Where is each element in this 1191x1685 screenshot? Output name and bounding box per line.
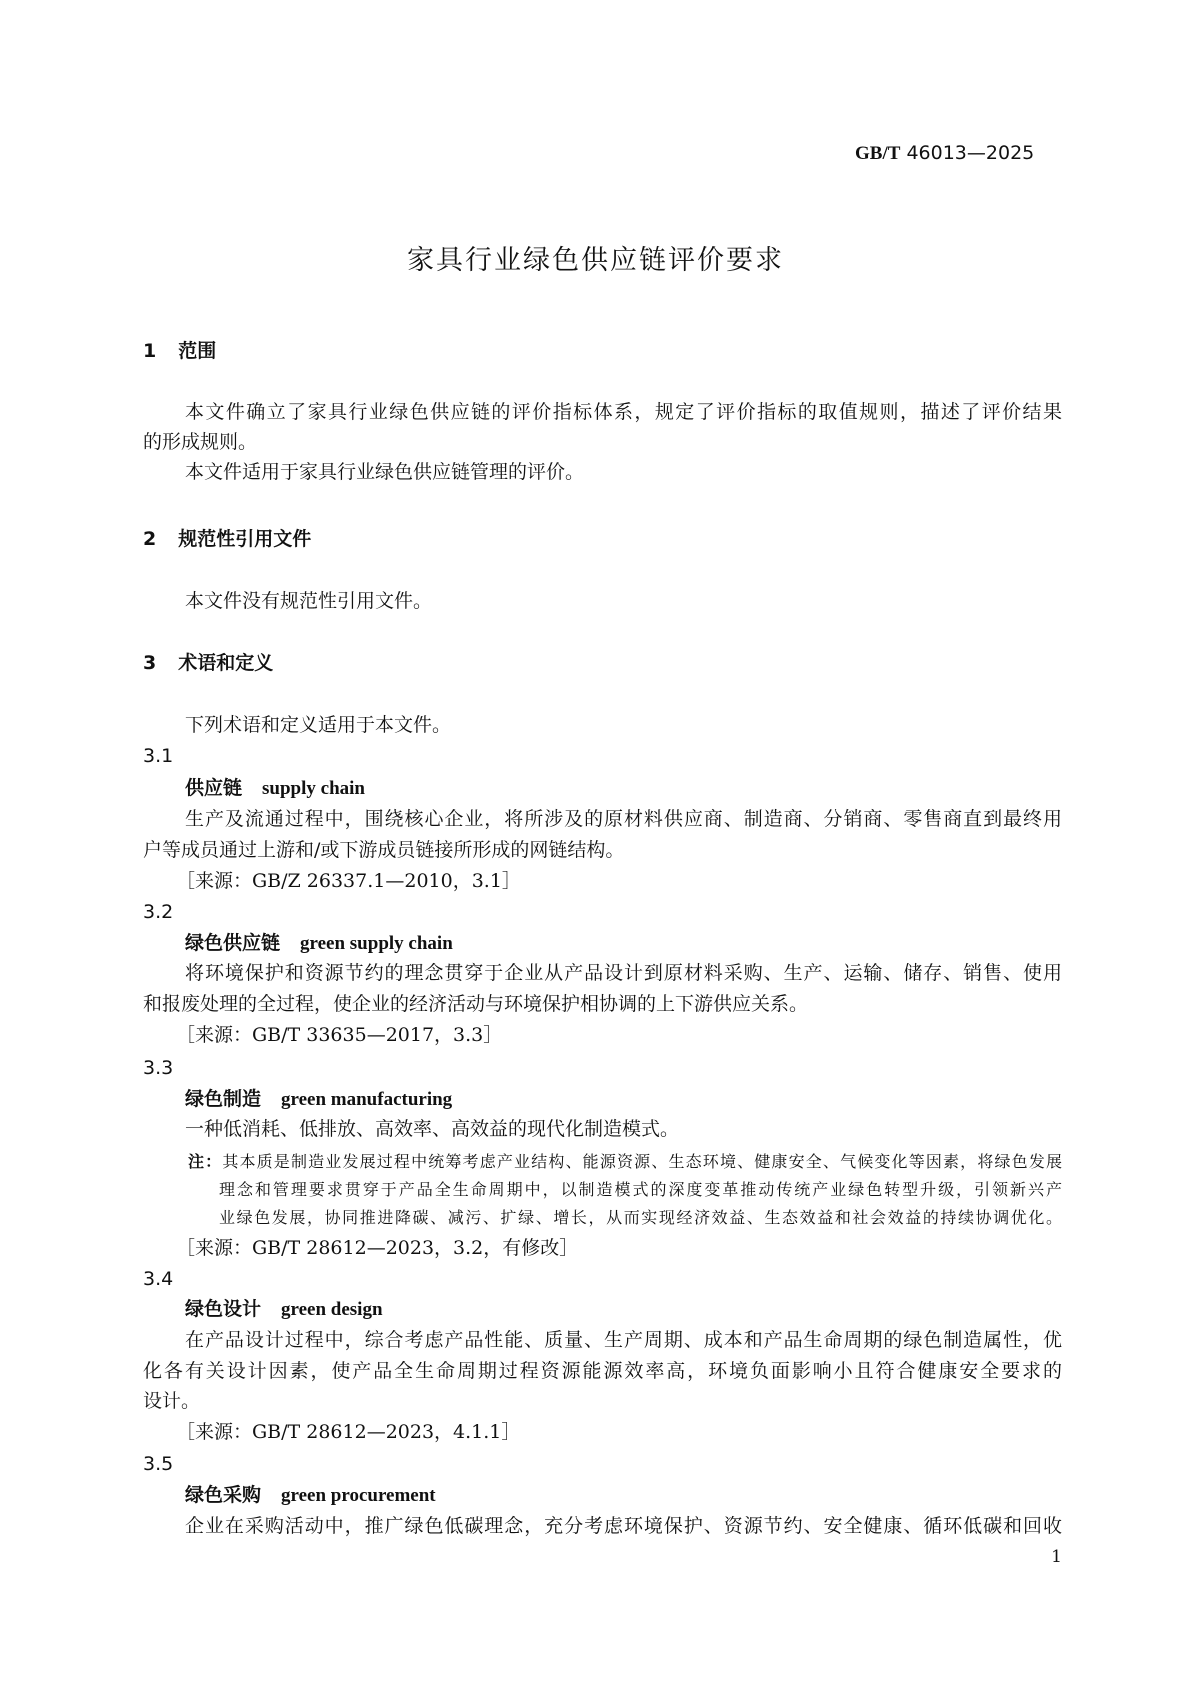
term-en: green manufacturing [281, 1089, 453, 1110]
page-title: 家具行业绿色供应链评价要求 [407, 245, 784, 276]
code-number: 46013—2025 [906, 142, 1035, 164]
section-number: 2 [143, 528, 157, 550]
paragraph-line: 本文件没有规范性引用文件。 [185, 590, 433, 612]
term-heading [185, 1088, 452, 1110]
page-number: 1 [1051, 1547, 1062, 1567]
section-title: 术语和定义 [178, 652, 274, 674]
definition-line: 和报废处理的全过程，使企业的经济活动与环境保护相协调的上下游供应关系。 [143, 993, 809, 1015]
note-line: 业绿色发展，协同推进降碳、减污、扩绿、增长，从而实现经济效益、生态效益和社会效益的持续协调优化。 [219, 1208, 1062, 1227]
term-number: 3.4 [143, 1268, 174, 1290]
term-source: ［来源：GB/T 28612—2023，3.2，有修改］ [176, 1237, 579, 1259]
section-title: 规范性引用文件 [178, 528, 312, 550]
definition-line: 在产品设计过程中，综合考虑产品性能、质量、生产周期、成本和产品生命周期的绿色制造属性，优 [185, 1329, 1062, 1351]
definition-line: 化各有关设计因素，使产品全生命周期过程资源能源效率高，环境负面影响小且符合健康安全要求的 [143, 1360, 1062, 1382]
section-number: 3 [143, 652, 157, 674]
term-zh: 绿色制造 [185, 1088, 262, 1110]
note-text: 其本质是制造业发展过程中统筹考虑产业结构、能源资源、生态环境、健康安全、气候变化等因素，将绿色发展 [222, 1152, 1062, 1171]
term-zh: 绿色采购 [185, 1484, 262, 1506]
term-number: 3.2 [143, 901, 174, 923]
term-heading [185, 1484, 436, 1506]
term-number: 3.5 [143, 1453, 174, 1475]
term-number: 3.1 [143, 745, 174, 767]
section-heading-1 [143, 340, 216, 362]
term-heading [185, 777, 365, 799]
term-zh: 绿色供应链 [185, 932, 281, 954]
term-source: ［来源：GB/T 33635—2017，3.3］ [176, 1024, 503, 1046]
section-title: 范围 [178, 340, 217, 362]
term-zh: 供应链 [185, 777, 243, 799]
paragraph-line: 本文件确立了家具行业绿色供应链的评价指标体系，规定了评价指标的取值规则，描述了评价结果 [185, 401, 1062, 423]
term-heading [185, 1298, 383, 1320]
section-heading-2 [143, 528, 311, 550]
term-number: 3.3 [143, 1057, 174, 1079]
term-zh: 绿色设计 [185, 1298, 262, 1320]
section-number: 1 [143, 340, 157, 362]
term-en: green supply chain [300, 933, 453, 954]
definition-line: 设计。 [143, 1390, 201, 1412]
definition-line: 一种低消耗、低排放、高效率、高效益的现代化制造模式。 [185, 1118, 680, 1140]
term-heading [185, 932, 453, 954]
note-label: 注： [188, 1152, 223, 1171]
paragraph-line: 的形成规则。 [143, 431, 258, 453]
term-en: green design [281, 1299, 383, 1320]
term-source: ［来源：GB/T 28612—2023，4.1.1］ [176, 1421, 521, 1443]
note-line [188, 1151, 1062, 1173]
definition-line: 企业在采购活动中，推广绿色低碳理念，充分考虑环境保护、资源节约、安全健康、循环低碳和回收 [185, 1515, 1062, 1537]
document-code [855, 142, 1034, 164]
term-en: supply chain [262, 778, 365, 799]
term-en: green procurement [281, 1485, 436, 1506]
paragraph-line: 本文件适用于家具行业绿色供应链管理的评价。 [185, 461, 585, 483]
note-line: 理念和管理要求贯穿于产品全生命周期中，以制造模式的深度变革推动传统产业绿色转型升级，引领新兴产 [219, 1180, 1062, 1199]
section-heading-3 [143, 652, 273, 674]
paragraph-line: 下列术语和定义适用于本文件。 [185, 714, 452, 736]
code-prefix: GB/T [855, 143, 901, 164]
definition-line: 户等成员通过上游和/或下游成员链接所形成的网链结构。 [143, 839, 625, 861]
definition-line: 将环境保护和资源节约的理念贯穿于企业从产品设计到原材料采购、生产、运输、储存、销售、使用 [185, 962, 1062, 984]
term-source: ［来源：GB/Z 26337.1—2010，3.1］ [176, 870, 521, 892]
definition-line: 生产及流通过程中，围绕核心企业，将所涉及的原材料供应商、制造商、分销商、零售商直到最终用 [185, 808, 1062, 830]
